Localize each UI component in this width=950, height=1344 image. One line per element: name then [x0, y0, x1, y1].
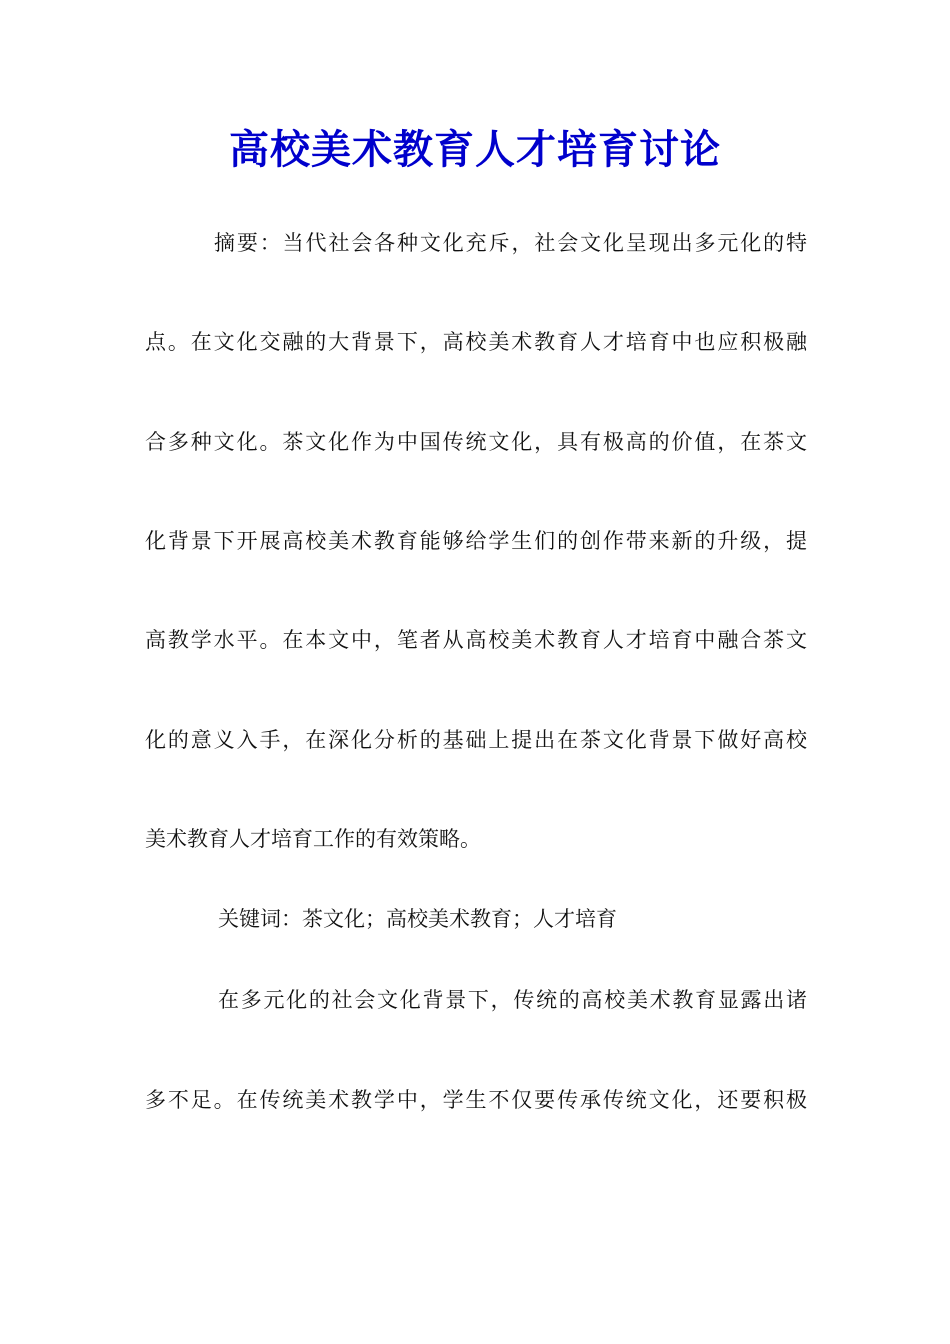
abstract-line: 摘要：当代社会各种文化充斥，社会文化呈现出多元化的特: [214, 231, 807, 255]
abstract-line: 化背景下开展高校美术教育能够给学生们的创作带来新的升级，提: [145, 529, 807, 553]
abstract-line: 美术教育人才培育工作的有效策略。: [145, 827, 481, 851]
body-line: 多不足。在传统美术教学中，学生不仅要传承传统文化，还要积极: [145, 1088, 807, 1112]
abstract-line: 化的意义入手，在深化分析的基础上提出在茶文化背景下做好高校: [145, 728, 807, 752]
body-line: 在多元化的社会文化背景下，传统的高校美术教育显露出诸: [218, 988, 807, 1012]
abstract-line: 合多种文化。茶文化作为中国传统文化，具有极高的价值，在茶文: [145, 430, 807, 454]
abstract-line: 点。在文化交融的大背景下，高校美术教育人才培育中也应积极融: [145, 330, 807, 354]
document-title: 高校美术教育人才培育讨论: [229, 126, 721, 173]
abstract-line: 高教学水平。在本文中，笔者从高校美术教育人才培育中融合茶文: [145, 628, 807, 652]
keywords-line: 关键词：茶文化；高校美术教育；人才培育: [218, 907, 617, 931]
